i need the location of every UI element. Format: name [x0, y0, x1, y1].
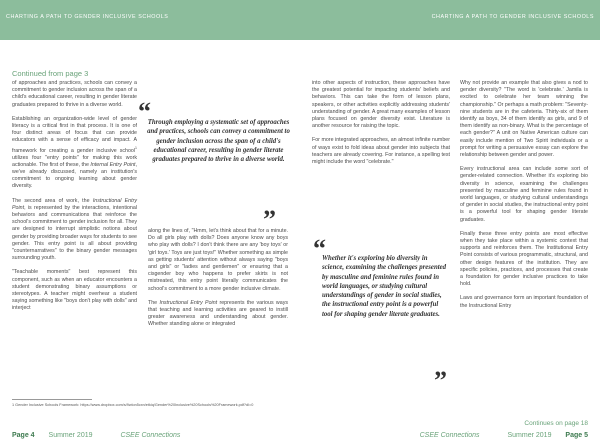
open-quote-icon: “ [138, 97, 151, 126]
paragraph: "Teachable moments" best represent this component, such as when an educator encounters a student demonstrating binary assumptions or stereotypes. A teacher might overhear a student saying something like "boys don't play with dolls" and interject [12, 269, 137, 312]
paragraph: Finally these three entry points are most effective when they take place within a systemic context that supports and reinforces them. The Institutional Entry Point consists of various programmatic, structural, and other design features of the institution. They are specific policies, practices, and processes that create a foundation for gender inclusive practices to take hold. [460, 230, 588, 288]
paragraph: Establishing an organization-wide level of gender literacy is a critical first in that process. It is one of four distinct areas of focus that can provide educators with a sense of efficacy and impact. A framework for creating a gender inclusive school$^1$ utilizes four "entry points" for making this work actionable. The first of these, the Internal Entry Point, we've already discussed, namely an institution's commitment to ongoing learning about gender diversity. [12, 115, 137, 190]
header-bar-left [0, 0, 300, 40]
continued-from-label: Continued from page 3 [12, 69, 89, 78]
close-quote-icon: ” [263, 205, 276, 234]
right-column-1 [312, 80, 450, 173]
footer-publication: CSEE Connections [419, 432, 480, 439]
footer-date: Summer 2019 [507, 432, 552, 439]
footnote-marker: 1 [135, 145, 137, 150]
paragraph: Why not provide an example that also gives a nod to gender diversity? "The word is 'celebrate.' Jamila is excited to celebrate her team winning the championship." Or perhaps a math problem: "Seventy-nine students are in the cafeteria. Thirty-six of them identify as boys, 34 of them identify as girls, and 9 of them identify as non-binary. What is the percentage of each gender?" A unit on Native American culture can easily include mention of Two Spirit individuals or a prompt for writing a persuasive essay can explore the relationship between gender and power. [460, 80, 589, 159]
footer-date: Summer 2019 [48, 432, 93, 439]
paragraph: into other aspects of instruction, these approaches have the greatest potential for impacting students' beliefs and behaviors. This can take the form of lesson plans, speakers, or other activities explicitly addressing students' understanding of gender. A great many examples of lesson plans focused on gender diversity exist. Literature is another resource for raising the topic. [312, 80, 450, 130]
pull-quote-2: Whether it's exploring bio diversity in science, examining the challenges presented by masculine and feminine rules found in world languages, or studying cultural understandings of gender in social studies, the instructional entry point is a powerful tool for shaping gender literate graduates. [322, 255, 447, 318]
running-title-right: CHARTING A PATH TO GENDER INCLUSIVE SCHOOLS [431, 14, 594, 20]
continues-on-label: Continues on page 18 [524, 420, 588, 427]
paragraph: The Instructional Entry Point represents the various ways that teaching and learning activities are geared to instill greater awareness and understanding about gender. Whether standing alone or integrated [148, 299, 288, 328]
page-number: Page 5 [565, 432, 588, 439]
close-quote-icon: ” [434, 366, 447, 395]
right-column-2 [460, 80, 588, 317]
footnote: 1 Gender Inclusive Schools Framework: https://www.dropbox.com/s/9wlon5cxn/etkiq/Gender%20Inclusive%20Schools%20Framework.pdf?dl=0 [12, 403, 254, 407]
paragraph: along the lines of, "Hmm, let's think about that for a minute. Do all girls play with dolls? Does anyone know any boys who play with dolls? I don't think there are any 'boy toys' or 'girl toys.' Toys are just toys!" Whether something as simple as getting students' attention without always saying "boys and girls" or "ladies and gentlemen" or ensuring that a cisgender boy who happens to prefer skirts is not mistreated, this entry point literally communicates the school's commitment to a more gender inclusive climate. [148, 228, 288, 292]
paragraph: Laws and governance form an important foundation of the Instructional Entry [460, 295, 588, 309]
running-title-left: CHARTING A PATH TO GENDER INCLUSIVE SCHOOLS [6, 14, 169, 20]
open-quote-icon: “ [313, 234, 326, 263]
right-page [300, 0, 600, 443]
paragraph: Every instructional area can include some sort of gender-related connection. Whether it's exploring bio diversity in science, examining the challenges presented by masculine and feminine rules found in world languages, or studying cultural understandings of gender in social studies, the instructional entry point is a powerful tool for shaping gender literate graduates. [460, 166, 588, 223]
page-number: Page 4 [12, 432, 35, 439]
pull-quote-1: Through employing a systematic set of approaches and practices, schools can convey a commitment to gender inclusion across the span of a child's educational career, resulting in gender literate graduates prepared to thrive in a diverse world. [147, 119, 290, 164]
paragraph: of approaches and practices, schools can convey a commitment to gender inclusion across the span of a child's educational career, resulting in gender literate graduates prepared to thrive in a diverse world. [12, 80, 137, 108]
footnote-divider [12, 399, 92, 400]
footer-right [420, 432, 588, 439]
footer-left [12, 432, 180, 439]
left-column-1 [12, 80, 137, 320]
footer-publication: CSEE Connections [120, 432, 181, 439]
header-bar-right [300, 0, 600, 40]
paragraph: The second area of work, the Instructional Entry Point, is represented by the interactions, intentional behaviors and communications that reinforce the school's commitment to gender inclusion for all. They are designed to interrupt simplistic notions about gender by providing broader ways for students to see gender. This entry point is all about providing "counternarratives" to the binary gender messages surrounding youth. [12, 197, 137, 262]
paragraph: For more integrated approaches, an almost infinite number of ways exist to fold ideas about gender into subjects that teachers are already covering. For instance, a spelling test might include the word "celebrate." [312, 137, 450, 166]
left-column-2 [148, 228, 288, 336]
